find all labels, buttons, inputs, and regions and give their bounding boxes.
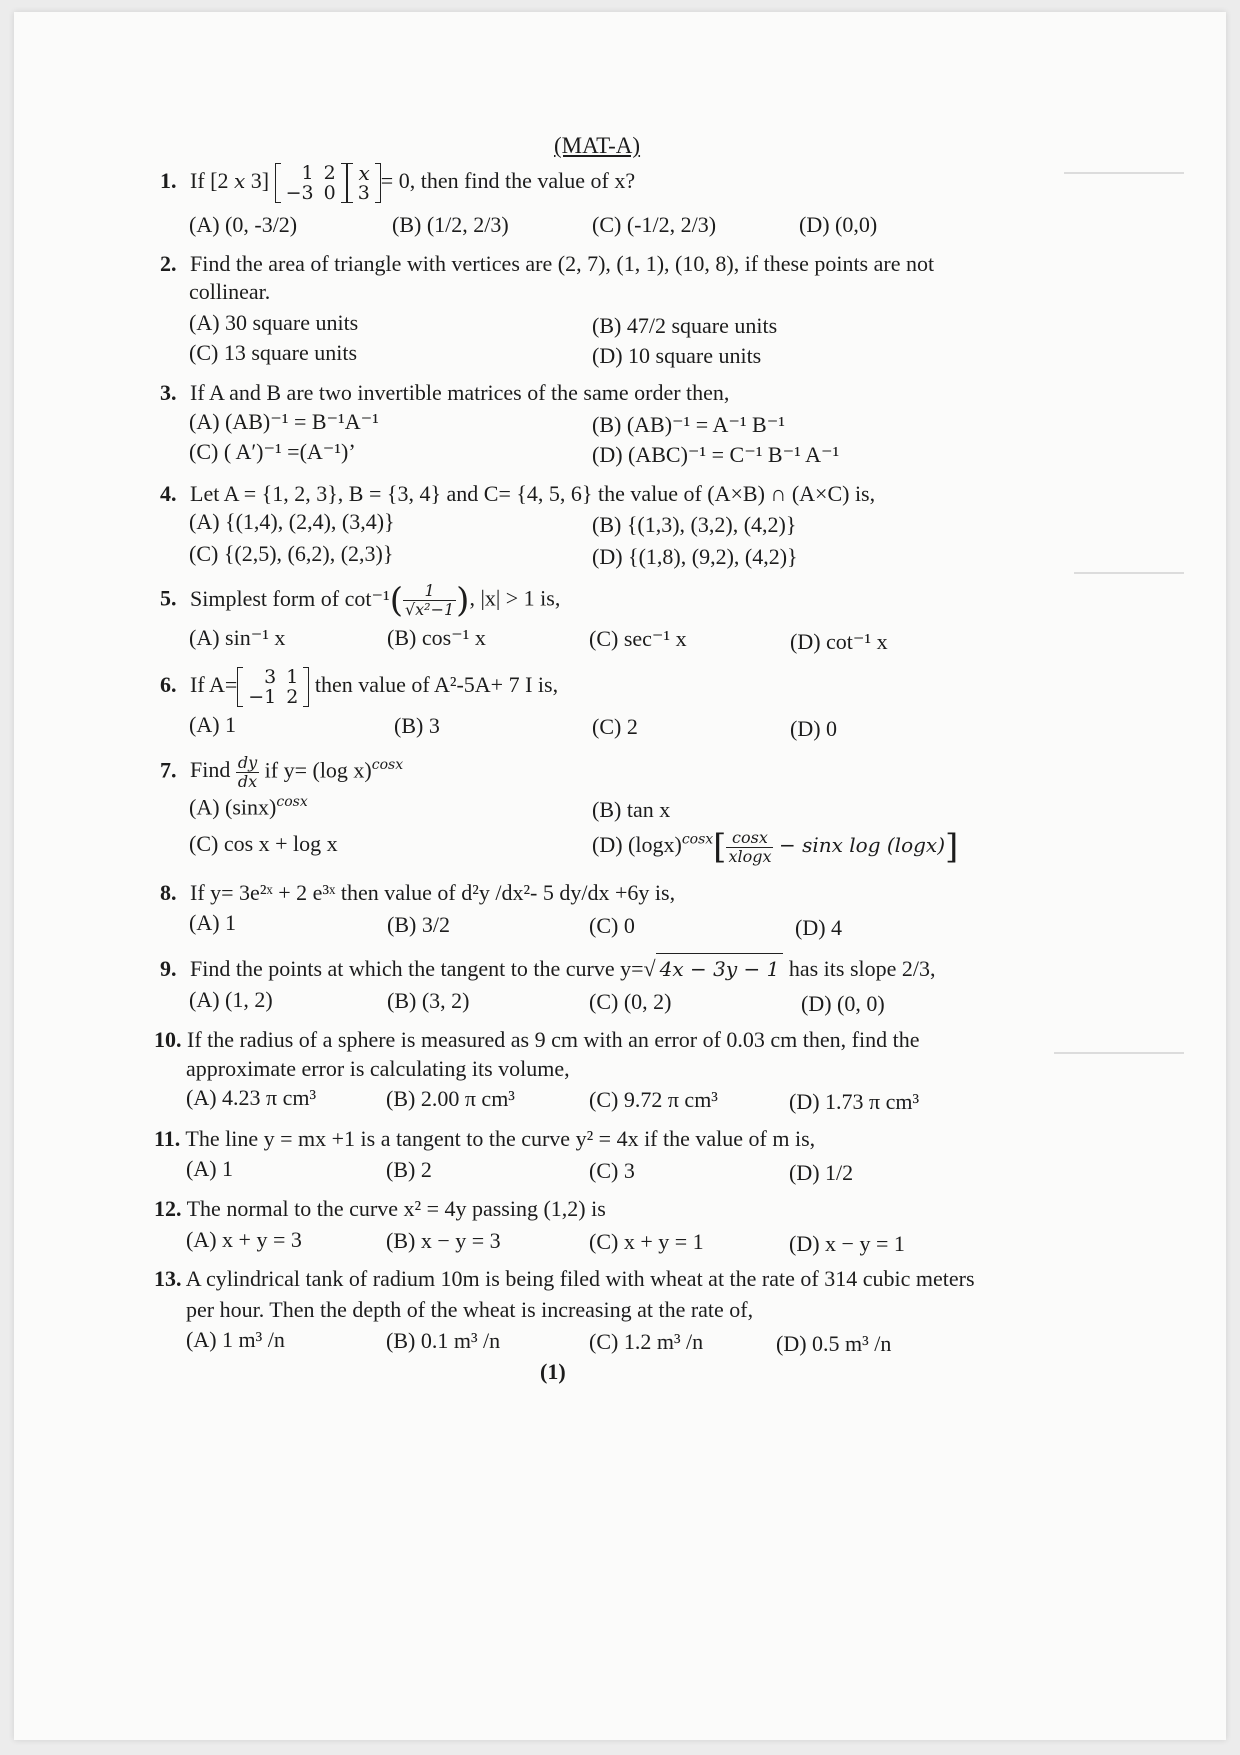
question-number: 7. — [160, 757, 177, 783]
option-text: − sinx log (logx) — [778, 833, 945, 858]
option-a: (A) 30 square units — [189, 310, 359, 335]
question-4 — [160, 479, 875, 509]
option-d: (D) 1.73 π cm³ — [789, 1089, 920, 1114]
math-variable: x — [233, 169, 246, 194]
option-d: (D) (ABC)⁻¹ = C⁻¹ B⁻¹ A⁻¹ — [592, 442, 840, 467]
option-c: (C) sec⁻¹ x — [589, 626, 687, 651]
bleed-through-mark — [1074, 572, 1184, 574]
question-text: Find the points at which the tangent to the curve y= — [190, 956, 644, 981]
exponent: cosx — [681, 831, 714, 848]
option-b: (B) 2 — [386, 1157, 432, 1182]
question-number: 3. — [160, 380, 177, 405]
paren-right: ) — [456, 580, 470, 621]
option-a: (A) (0, -3/2) — [189, 212, 298, 237]
question-text: Let A = {1, 2, 3}, B = {3, 4} and C= {4, 5, 6} the value of (A×B) ∩ (A×C) is, — [190, 481, 876, 506]
option-a: (A) {(1,4), (2,4), (3,4)} — [189, 509, 395, 534]
question-number: 4. — [160, 481, 177, 506]
bleed-through-mark — [1064, 172, 1184, 174]
option-d: (D) 0 — [790, 716, 838, 741]
option-b: (B) {(1,3), (3,2), (4,2)} — [592, 512, 797, 537]
question-text: 3] — [250, 168, 270, 194]
option-b: (B) 2.00 π cm³ — [386, 1086, 515, 1111]
question-text: Find — [190, 757, 236, 783]
question-text-continued: approximate error is calculating its volume, — [186, 1056, 570, 1081]
question-number: 1. — [160, 168, 177, 194]
question-13 — [154, 1264, 975, 1294]
option-a: (A) 1 m³ /n — [186, 1327, 285, 1352]
option-c: (C) 13 square units — [189, 340, 358, 365]
option-a: (A) (1, 2) — [189, 987, 273, 1012]
fraction — [403, 582, 456, 619]
option-b: (B) 47/2 square units — [592, 313, 778, 338]
question-text-continued: per hour. Then the depth of the wheat is increasing at the rate of, — [186, 1297, 754, 1322]
option-a: (A) 1 — [189, 712, 237, 737]
option-b: (B) 3 — [394, 713, 440, 738]
bracket-left: [ — [713, 827, 727, 867]
fraction-numerator: 1 — [403, 582, 456, 601]
option-a: (A) (AB)⁻¹ = B⁻¹A⁻¹ — [189, 409, 379, 434]
option-b: (B) (3, 2) — [387, 988, 470, 1013]
option-d: (D) 1/2 — [789, 1160, 854, 1185]
question-text: If the radius of a sphere is measured as 9 cm with an error of 0.03 cm then, find the — [187, 1027, 920, 1052]
question-9 — [160, 953, 936, 984]
option-c: (C) 0 — [589, 913, 635, 938]
option-c: (C) 3 — [589, 1158, 635, 1183]
question-text-continued: collinear. — [189, 279, 271, 304]
question-number: 2. — [160, 251, 177, 276]
option-d: (D) (0,0) — [799, 212, 878, 237]
matrix-b — [347, 163, 381, 203]
question-text: If [2 — [190, 168, 234, 194]
question-text: If y= 3e²ˣ + 2 e³ˣ then value of d²y /dx²- 5 dy/dx +6y is, — [190, 880, 676, 905]
question-12 — [154, 1194, 606, 1224]
question-8 — [160, 878, 675, 908]
question-10 — [154, 1025, 920, 1055]
option-a: (A) sin⁻¹ x — [189, 625, 286, 650]
matrix-cell: 3 — [264, 666, 277, 688]
option-d: (D) {(1,8), (9,2), (4,2)} — [592, 544, 798, 569]
question-text: The line y = mx +1 is a tangent to the curve y² = 4x if the value of m is, — [185, 1126, 816, 1151]
option-c: (C) {(2,5), (6,2), (2,3)} — [189, 541, 394, 566]
option-c: (C) cos x + log x — [189, 831, 338, 856]
question-text: then value of A²-5A+ 7 I is, — [309, 672, 559, 698]
question-6 — [160, 667, 558, 707]
question-text: Find the area of triangle with vertices are (2, 7), (1, 1), (10, 8), if these points are not — [190, 251, 935, 276]
sqrt-argument: 4x − 3y − 1 — [656, 953, 784, 984]
question-number: 5. — [160, 585, 177, 611]
question-2 — [160, 249, 934, 279]
bleed-through-mark — [1054, 1052, 1184, 1054]
sqrt-sign: √ — [643, 956, 656, 981]
option-b: (B) 0.1 m³ /n — [386, 1328, 501, 1353]
matrix-cell: 1 — [301, 162, 314, 184]
fraction — [726, 829, 773, 866]
question-text: If A= — [190, 672, 238, 698]
question-3 — [160, 378, 729, 408]
option-d: (D) x − y = 1 — [789, 1231, 905, 1256]
question-number: 8. — [160, 880, 177, 905]
option-d: (D) (0, 0) — [801, 991, 885, 1016]
option-a: (A) x + y = 3 — [186, 1227, 302, 1252]
question-1 — [160, 163, 635, 203]
option-a: (A) 4.23 π cm³ — [186, 1085, 317, 1110]
matrix-cell: −1 — [248, 686, 277, 708]
question-text: , |x| > 1 is, — [469, 585, 561, 611]
question-text: has its slope 2/3, — [783, 956, 936, 981]
question-number: 10. — [154, 1027, 182, 1052]
option-a: (A) 1 — [186, 1156, 234, 1181]
option-c: (C) 1.2 m³ /n — [589, 1329, 704, 1354]
question-text: If A and B are two invertible matrices of the same order then, — [190, 380, 730, 405]
option-text: (D) (logx) — [592, 832, 682, 858]
option-d: (D) cot⁻¹ x — [790, 629, 888, 654]
matrix-cell: 2 — [286, 686, 299, 708]
exam-page — [14, 12, 1226, 1740]
option-d: (D) 4 — [795, 915, 843, 940]
option-b: (B) cos⁻¹ x — [387, 625, 486, 650]
option-text: (A) (sinx) — [189, 794, 277, 820]
option-b: (B) x − y = 3 — [386, 1228, 501, 1253]
fraction — [236, 754, 259, 791]
option-c: (C) x + y = 1 — [589, 1229, 704, 1254]
matrix-a — [237, 667, 309, 707]
exponent: cosx — [371, 757, 404, 773]
exponent: cosx — [276, 794, 308, 810]
question-number: 9. — [160, 956, 177, 981]
question-text: = 0, then find the value of x? — [380, 168, 636, 194]
page-header: (MAT-A) — [554, 133, 641, 158]
question-11 — [154, 1124, 815, 1154]
matrix-cell: x — [358, 161, 370, 185]
fraction-numerator: cosx — [726, 829, 773, 848]
question-number: 11. — [154, 1126, 181, 1151]
matrix-cell: −3 — [285, 182, 314, 204]
question-text: if y= (log x) — [259, 757, 372, 783]
option-d: (D) 0.5 m³ /n — [776, 1331, 892, 1356]
matrix-cell: 0 — [323, 182, 336, 204]
option-b: (B) (AB)⁻¹ = A⁻¹ B⁻¹ — [592, 412, 785, 437]
bracket-right: ] — [945, 827, 959, 867]
question-5 — [160, 582, 560, 619]
question-text: The normal to the curve x² = 4y passing (1,2) is — [186, 1196, 606, 1221]
matrix-cell: 3 — [357, 182, 370, 204]
paren-left: ( — [389, 580, 403, 621]
matrix-a — [275, 163, 347, 203]
option-c: (C) 9.72 π cm³ — [589, 1087, 718, 1112]
question-text: A cylindrical tank of radium 10m is being filed with wheat at the rate of 314 cubic meters — [185, 1266, 975, 1291]
option-c: (C) ( A′)⁻¹ =(A⁻¹)’ — [189, 439, 356, 464]
option-b: (B) 3/2 — [387, 912, 450, 937]
option-a: (A) 1 — [189, 910, 237, 935]
option-c: (C) 2 — [592, 714, 638, 739]
option-b: (B) tan x — [592, 797, 671, 822]
question-number: 6. — [160, 672, 177, 698]
fraction-numerator: dy — [237, 752, 258, 772]
option-a — [189, 794, 308, 820]
fraction-denominator: xlogx — [728, 846, 772, 866]
page-number: (1) — [540, 1359, 566, 1384]
fraction-denominator: dx — [237, 771, 258, 791]
question-number: 12. — [154, 1196, 182, 1221]
option-b: (B) (1/2, 2/3) — [392, 212, 509, 237]
option-c: (C) (-1/2, 2/3) — [592, 212, 717, 237]
matrix-cell: 1 — [286, 666, 299, 688]
question-number: 13. — [154, 1266, 182, 1291]
option-d: (D) 10 square units — [592, 343, 762, 368]
question-7 — [160, 750, 403, 791]
fraction-denominator: √x²−1 — [404, 600, 455, 619]
matrix-cell: 2 — [323, 162, 336, 184]
option-d — [592, 827, 958, 867]
question-text: Simplest form of cot⁻¹ — [190, 585, 390, 611]
option-c: (C) (0, 2) — [589, 989, 672, 1014]
